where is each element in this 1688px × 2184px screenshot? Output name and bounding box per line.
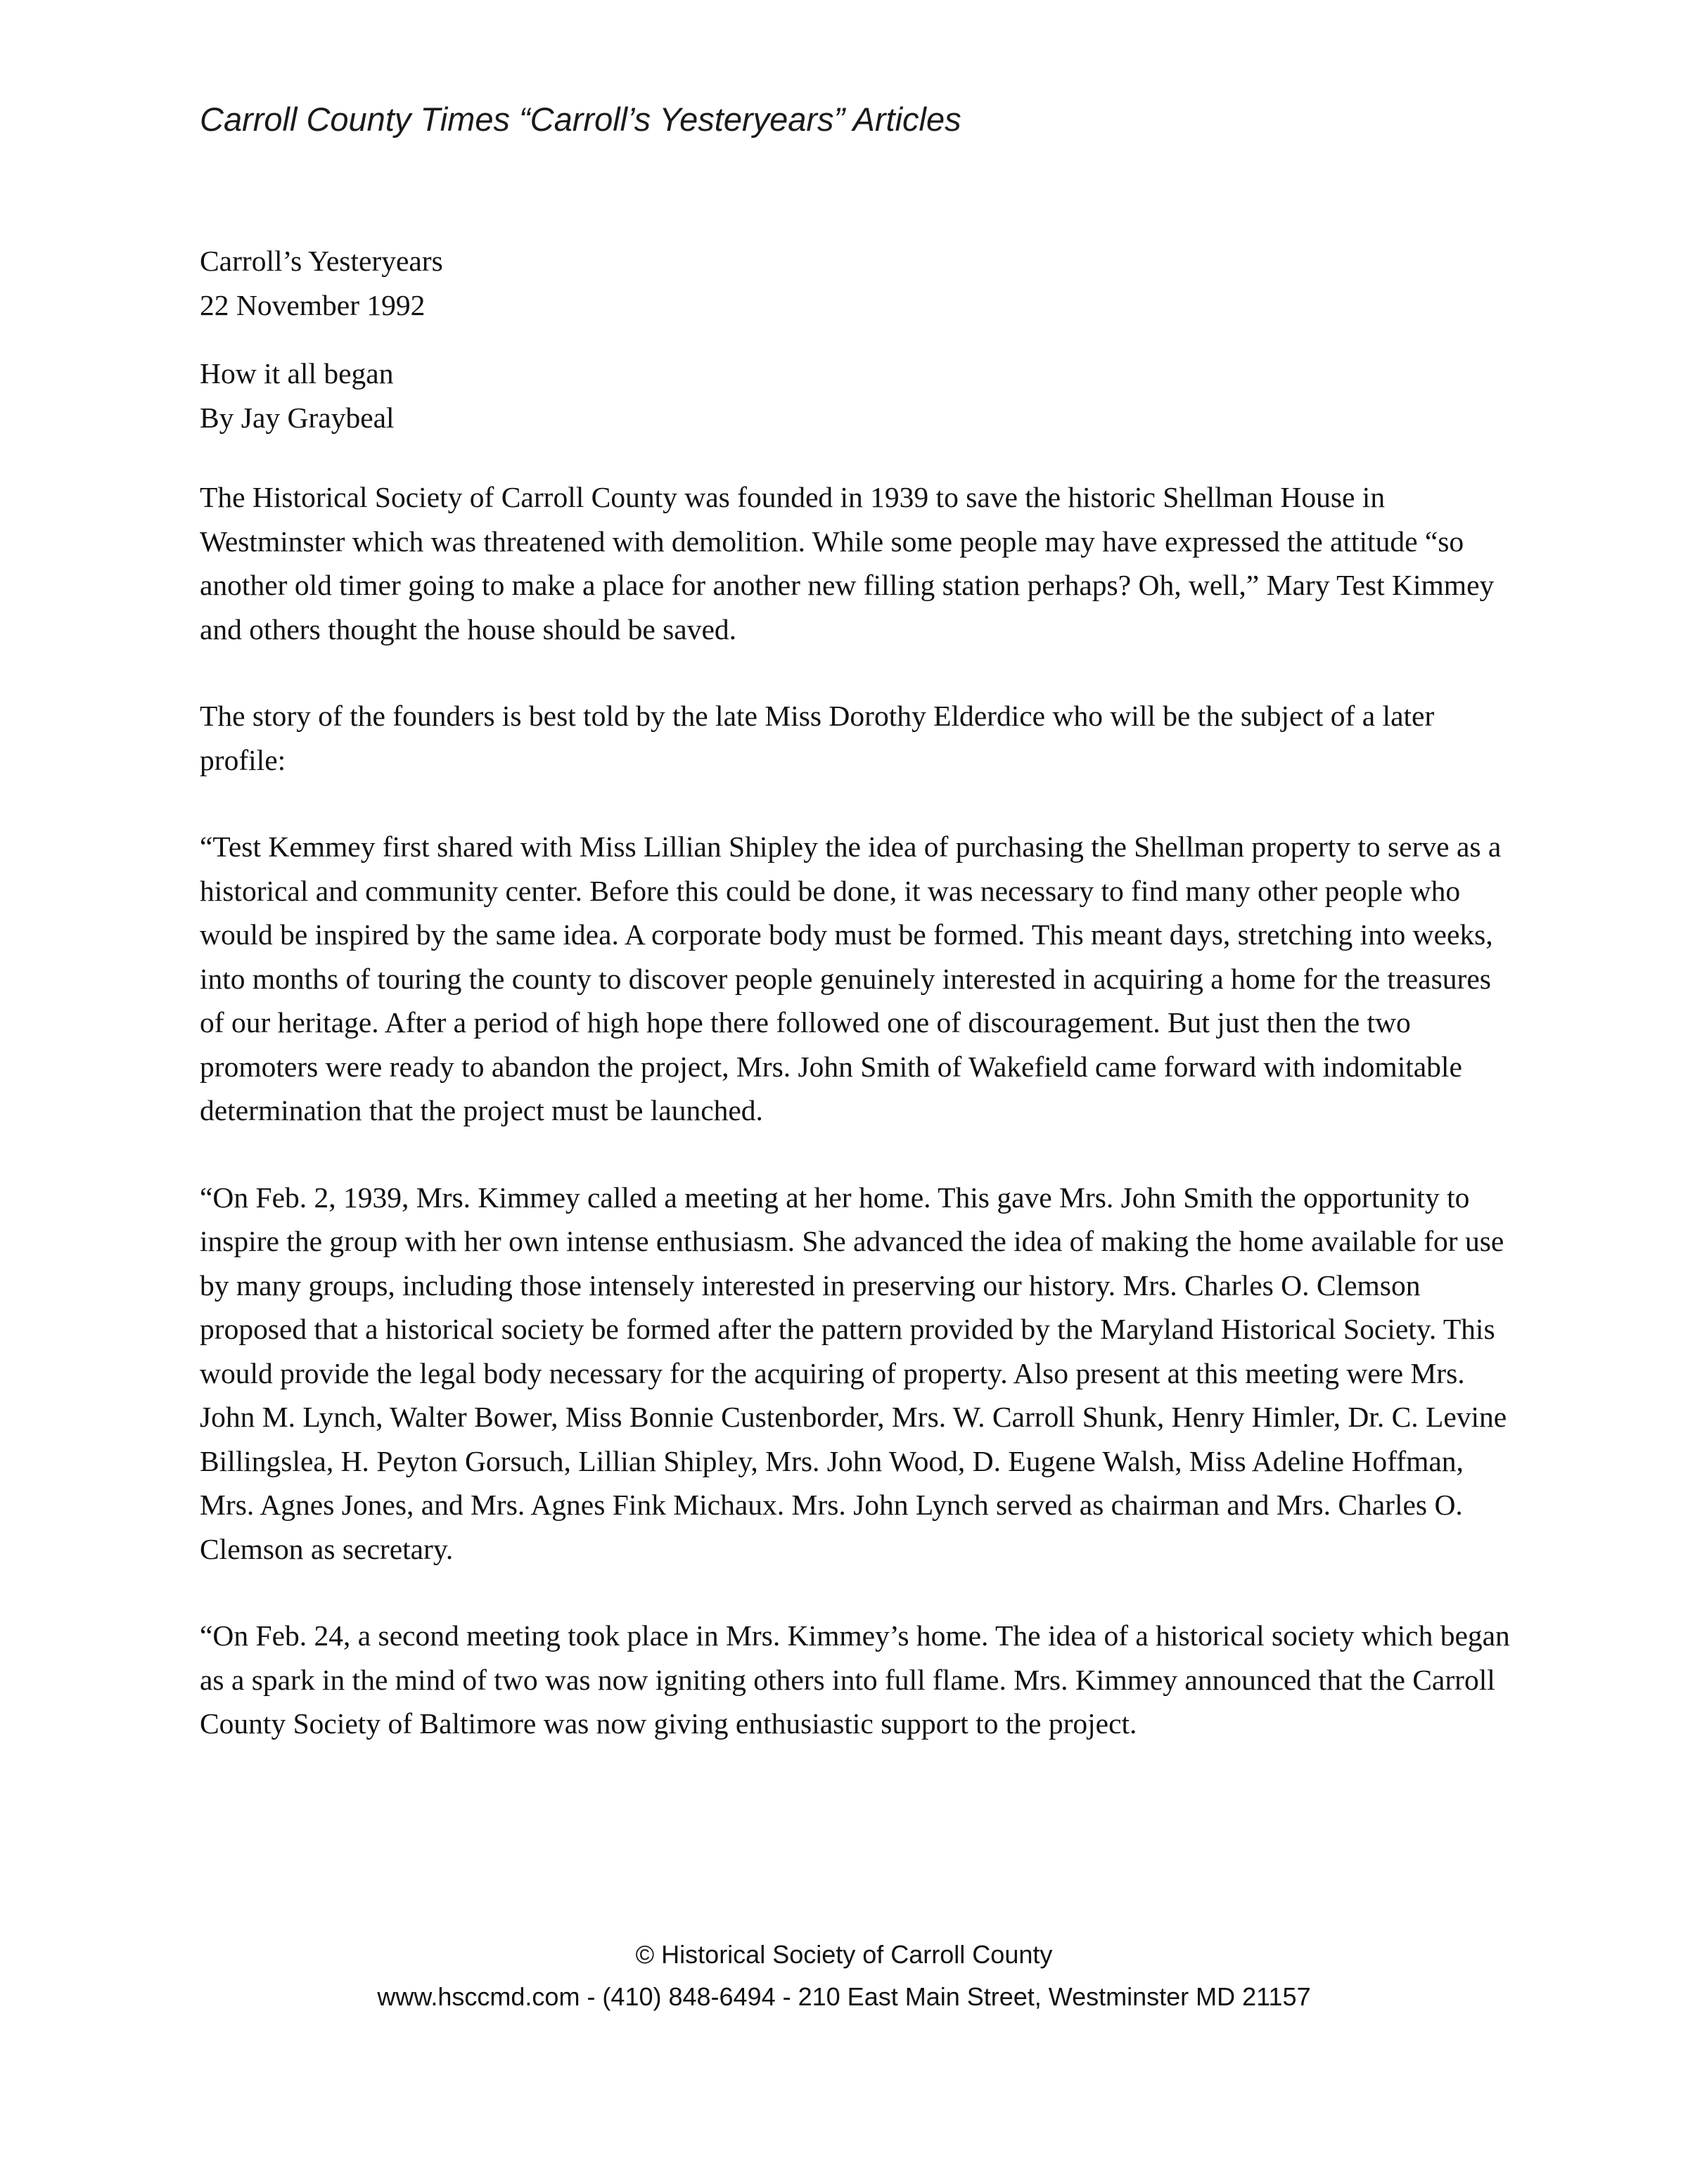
page-footer — [0, 1934, 1688, 2018]
article-paragraph: “On Feb. 2, 1939, Mrs. Kimmey called a meeting at her home. This gave Mrs. John Smith the opportunity to inspire the group with her own intense enthusiasm. She advanced the idea of making the home available for use by many groups, including those intensely interested in preserving our history. Mrs. Charles O. Clemson proposed that a historical society be formed after the pattern provided by the Maryland Historical Society. This would provide the legal body necessary for the acquiring of property. Also present at this meeting were Mrs. John M. Lynch, Walter Bower, Miss Bonnie Custenborder, Mrs. W. Carroll Shunk, Henry Himler, Dr. C. Levine Billingslea, H. Peyton Gorsuch, Lillian Shipley, Mrs. John Wood, D. Eugene Walsh, Miss Adeline Hoffman, Mrs. Agnes Jones, and Mrs. Agnes Fink Michaux. Mrs. John Lynch served as chairman and Mrs. Charles O. Clemson as secretary. — [200, 1181, 1507, 1565]
article-paragraph: “On Feb. 24, a second meeting took place in Mrs. Kimmey’s home. The idea of a historical society which began as a spark in the mind of two was now igniting others into full flame. Mrs. Kimmey announced that the Carroll County Society of Baltimore was now giving enthusiastic support to the project. — [200, 1619, 1510, 1740]
footer-copyright: © Historical Society of Carroll County — [635, 1940, 1053, 1969]
column-info — [200, 239, 1522, 327]
footer-contact: www.hsccmd.com - (410) 848-6494 - 210 East Main Street, Westminster MD 21157 — [377, 1982, 1311, 2011]
column-name: Carroll’s Yesteryears — [200, 245, 443, 277]
running-header-title: Carroll County Times “Carroll’s Yesteryears” Articles — [200, 101, 961, 138]
article-paragraph: The story of the founders is best told by the late Miss Dorothy Elderdice who will be the subject of a later profile: — [200, 700, 1435, 776]
article-byline: By Jay Graybeal — [200, 401, 395, 434]
article-paragraph: “Test Kemmey first shared with Miss Lillian Shipley the idea of purchasing the Shellman property to serve as a historical and community center. Before this could be done, it was necessary to find many other people who would be inspired by the same idea. A corporate body must be formed. This meant days, stretching into weeks, into months of touring the county to discover people genuinely interested in acquiring a home for the treasures of our heritage. After a period of high hope there followed one of discouragement. But just then the two promoters were ready to abandon the project, Mrs. John Smith of Wakefield came forward with indomitable determination that the project must be launched. — [200, 830, 1502, 1126]
article-paragraph: The Historical Society of Carroll County was founded in 1939 to save the historic Shellman House in Westminster which was threatened with demolition. While some people may have expressed the attitude “so another old timer going to make a place for another new filling station perhaps? Oh, well,” Mary Test Kimmey and others thought the house should be saved. — [200, 481, 1495, 645]
headline-block — [200, 352, 1522, 439]
article-headline: How it all began — [200, 357, 394, 390]
article-body — [200, 475, 1522, 1789]
publication-date: 22 November 1992 — [200, 288, 426, 321]
